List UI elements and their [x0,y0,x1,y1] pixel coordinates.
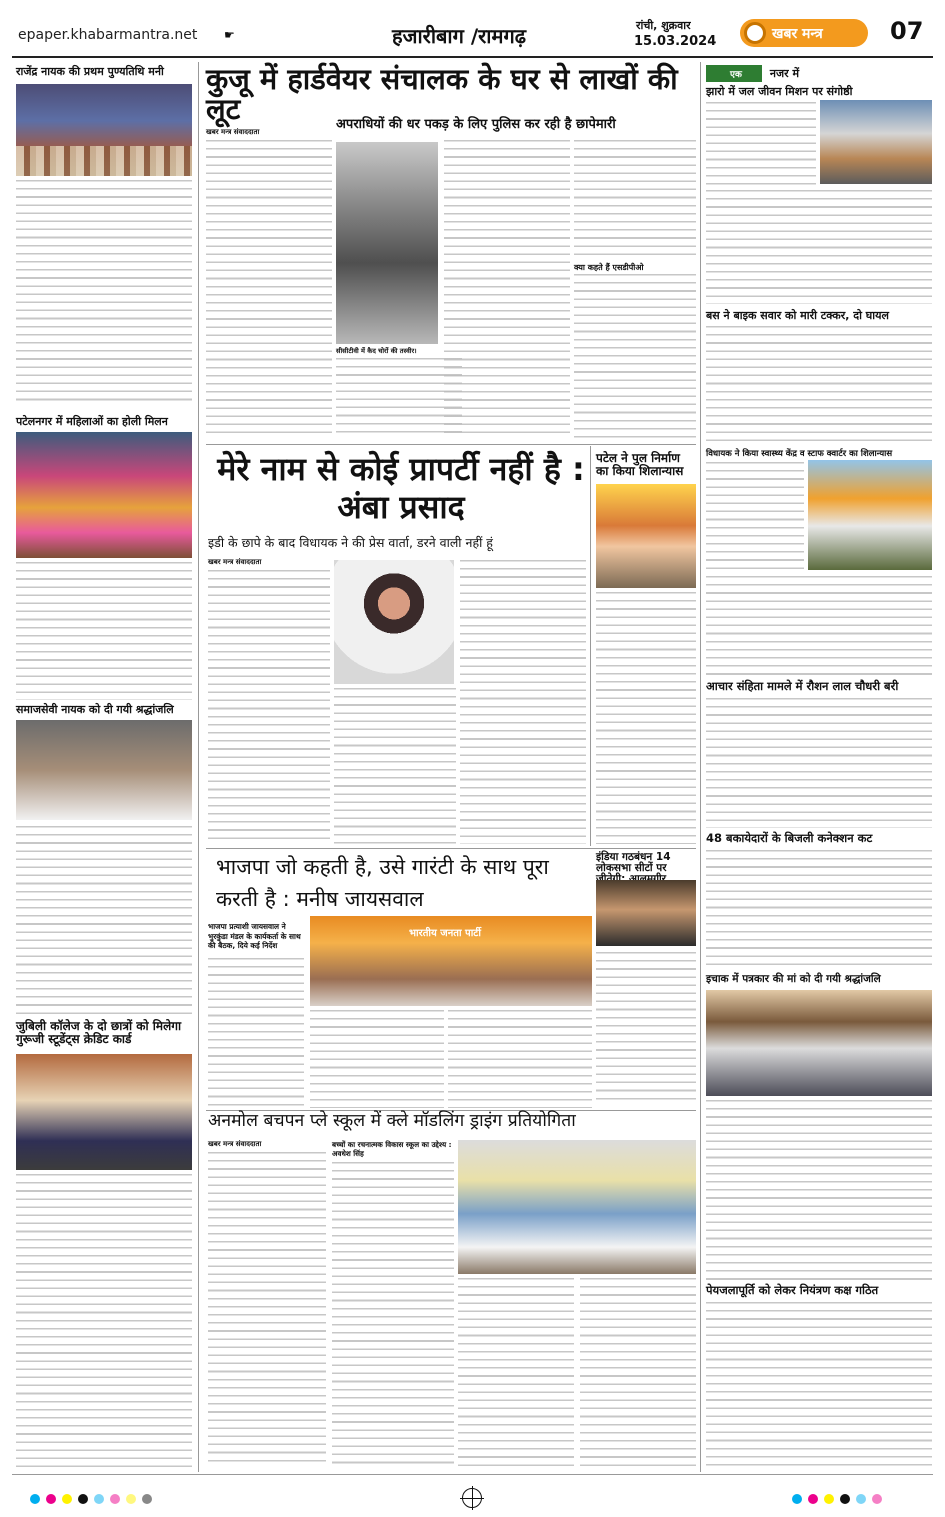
color-registration-right [792,1494,882,1504]
left-headline-samajsevi: समाजसेवी नायक को दी गयी श्रद्धांजलि [16,703,174,716]
brand-name: खबर मन्त्र [772,25,823,42]
clay-article-col1 [208,1152,326,1468]
kuju-subheadline-bar [336,114,696,138]
color-registration-left [30,1494,152,1504]
bjp-article-col1 [208,958,304,1108]
brand-logo [740,19,868,47]
kuju-subheadline: अपराधियों की धर पकड़ के लिए पुलिस कर रही है छापेमारी [336,117,616,132]
page-number: 07 [890,17,924,45]
magenta-dot-icon [46,1494,56,1504]
left-headline-holi: पटेलनगर में महिलाओं का होली मिलन [16,415,168,428]
cctv-caption: सीसीटीवी में कैद चोरों की तस्वीर। [336,347,417,355]
nazar-headline-bijli: 48 बकायेदारों के बिजली कनेक्शन कट [706,831,873,845]
masthead [0,0,945,60]
nazar-headline-roshan: आचार संहिता मामले में रौशन लाल चौधरी बरी [706,679,899,693]
amba-bureau: खबर मन्त्र संवाददाता [208,558,262,566]
center-rule-2 [206,848,696,849]
amba-prasad-photo [334,560,454,684]
cyan-dot-icon [792,1494,802,1504]
amba-headline: मेरे नाम से कोई प्रापर्टी नहीं है : अंबा प्रसाद [217,450,585,527]
clay-article-col4 [580,1278,696,1468]
amba-article-col3 [460,560,586,844]
jubilee-article-body [16,1174,192,1468]
magenta-dot-icon [872,1494,882,1504]
holi-milan-photo [16,432,192,558]
nazar-peyjal-body [706,1302,932,1466]
cyan-dot-icon [30,1494,40,1504]
holi-article-body [16,562,192,700]
patel-article-body [596,592,696,844]
center-rule-1 [206,444,696,445]
black-dot-icon [840,1494,850,1504]
left-headline-nayak: राजेंद्र नायक की प्रथम पुण्यतिथि मनी [16,65,164,78]
registration-mark-icon [462,1488,482,1508]
center-col-divider-1 [590,446,591,846]
nazar-roshan-body [706,698,932,828]
cctv-photo [336,142,438,344]
kuju-crosshead: क्या कहते हैं एसडीपीओ [574,263,644,272]
magenta-dot-icon [110,1494,120,1504]
nazar-tag-ek: एक [706,65,762,82]
ichak-tribute-photo [706,990,932,1096]
bjp-banner-text: भारतीय जनता पार्टी [409,928,481,939]
bjp-article-col2 [310,1010,444,1108]
nazar-headline-shilanyas: विधायक ने किया स्वास्थ्य केंद्र व स्टाफ क्वार्टर का शिलान्यास [706,449,893,459]
site-url[interactable]: epaper.khabarmantra.net [18,27,198,43]
india-headline: इंडिया गठबंधन 14 लोकसभा सीटों पर [596,851,671,875]
cursor-icon: ☛ [224,28,235,42]
clay-modelling-headline: अनमोल बचपन प्ले स्कूल में क्ले मॉडलिंग ड्राइंग प्रतियोगिता [208,1111,576,1131]
yellow-dot-icon [126,1494,136,1504]
bjp-side-head: भाजपा प्रत्याशी जायसवाल ने भुरकुंडा मंडल के कार्यकर्ता के साथ की बैठक, दिये कई निर्देश [208,922,301,950]
black-dot-icon [78,1494,88,1504]
bjp-article-col3 [448,1010,592,1108]
kuju-bureau: खबर मन्त्र संवाददाता [206,128,260,136]
brand-logo-icon [744,22,766,44]
cyan-dot-icon [94,1494,104,1504]
issue-date: 15.03.2024 [634,34,717,49]
jubilee-students-photo [16,1054,192,1170]
bjp-headline: भाजपा जो कहती है, उसे गारंटी के साथ पूरा करती है : मनीष जायसवाल [216,855,549,911]
samajsevi-article-body [16,826,192,1014]
clay-children-photo [458,1140,696,1274]
clay-article-col2 [332,1162,454,1468]
nazar-tag-label: नजर में [769,66,800,80]
health-center-photo [808,460,932,570]
nazar-bus-body [706,326,932,444]
patel-shilanyas-photo [596,484,696,588]
amba-article-col1 [208,570,330,844]
nayak-tribute-photo [16,84,192,176]
left-headline-jubilee: जुबिली कॉलेज के दो छात्रों को मिलेगा गुरूजी स्टूडेंट्स क्रेडिट कार्ड [16,1019,182,1047]
clay-side-head: बच्चों का रचनात्मक विकास स्कूल का उद्देश्य : अवधेश सिंह [332,1140,452,1158]
right-col-divider [700,62,701,1472]
nazar-jal-body-a [706,102,816,186]
nazar-ichak-body [706,1100,932,1280]
cyan-dot-icon [856,1494,866,1504]
patel-headline: पटेल ने पुल निर्माण का किया शिलान्यास [596,451,684,478]
kuju-article-col1 [206,140,332,438]
kuju-article-col3 [444,140,570,438]
clay-bureau: खबर मन्त्र संवाददाता [208,1140,262,1148]
yellow-dot-icon [62,1494,72,1504]
nazar-tag [706,64,932,82]
alamgir-photo [596,880,696,946]
samajsevi-photo [16,720,192,820]
nazar-bijli-body [706,850,932,968]
black-dot-icon [142,1494,152,1504]
nazar-headline-peyjal: पेयजलापूर्ति को लेकर नियंत्रण कक्ष गठित [706,1283,879,1297]
amba-article-col2 [334,688,456,844]
nazar-shilanyas-body-a [706,462,804,572]
nazar-jal-body-b [706,190,932,304]
amba-deck: इडी के छापे के बाद विधायक ने की प्रेस वार्ता, डरने वाली नहीं हूं [208,535,493,550]
footer-rule [12,1474,933,1475]
kuju-article-col4 [574,140,696,260]
city-day: रांची, शुक्रवार [636,19,691,32]
magenta-dot-icon [808,1494,818,1504]
left-col-divider [198,62,199,1472]
clay-article-col3 [458,1278,574,1468]
yellow-dot-icon [824,1494,834,1504]
kuju-loot-headline: कुजू में हार्डवेयर संचालक के घर से लाखों की लूट [206,62,678,127]
nazar-headline-bus: बस ने बाइक सवार को मारी टक्कर, दो घायल [706,309,889,322]
india-article-body [596,952,696,1104]
edition-name: हजारीबाग /रामगढ़ [392,24,526,48]
bjp-meeting-photo [310,916,592,1006]
nazar-shilanyas-body-b [706,576,932,676]
nayak-article-body [16,180,192,402]
jal-seminar-photo [820,100,932,184]
kuju-article-col5 [574,274,696,438]
nazar-headline-jal: झारो में जल जीवन मिशन पर संगोष्ठी [706,85,853,98]
nazar-headline-ichak: इचाक में पत्रकार की मां को दी गयी श्रद्धांजलि [706,973,881,985]
header-rule [12,56,933,58]
